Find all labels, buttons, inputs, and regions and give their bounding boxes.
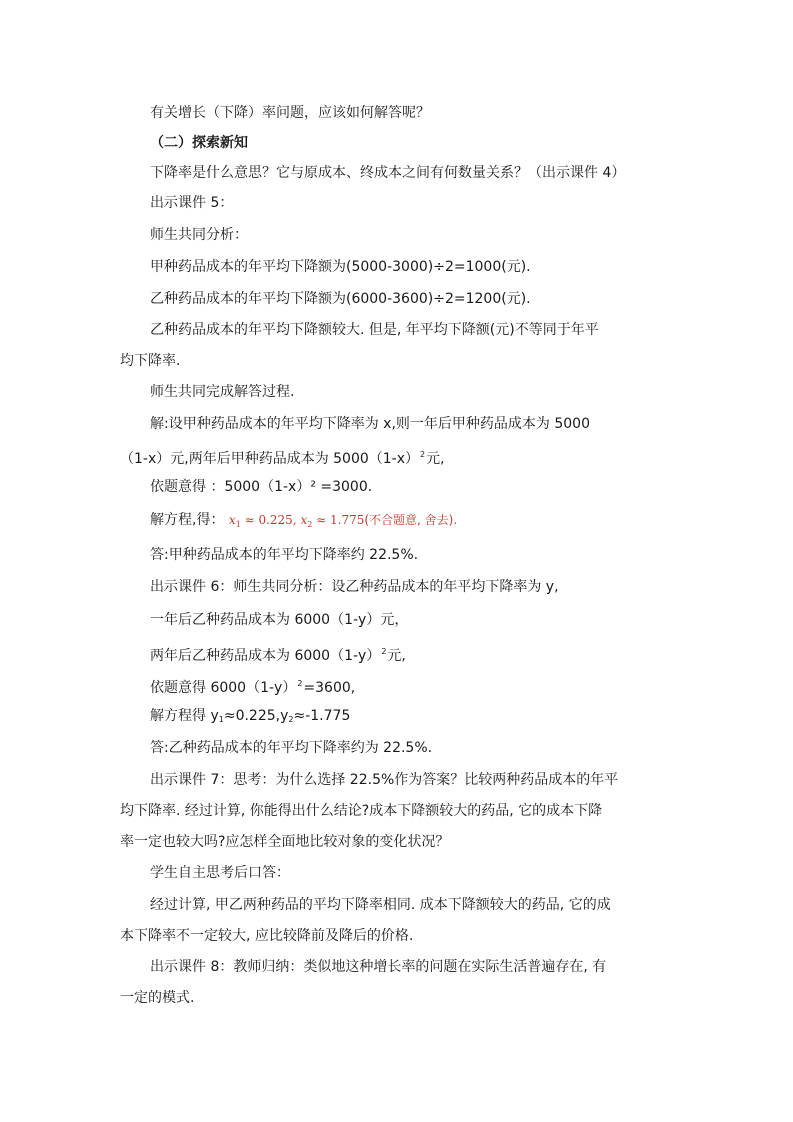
paragraph-line: 经过计算, 甲乙两种药品的平均下降率相同. 成本下降额较大的药品, 它的成 [150, 897, 611, 913]
text-segment: ≈-1.775 [293, 708, 351, 724]
paragraph-line [150, 642, 406, 666]
formula-variable: x [300, 513, 308, 527]
paragraph-line: 出示课件 5： [150, 195, 234, 211]
subscript: 1 [235, 520, 241, 529]
formula-note: (不合题意, 舍去). [364, 513, 458, 527]
subscript: 2 [307, 520, 313, 529]
section-heading: （二）探索新知 [150, 135, 248, 151]
paragraph-line: 依题意得 ：5000（1-x）² =3000. [150, 479, 373, 495]
paragraph-line: 学生自主思考后口答： [150, 865, 290, 881]
paragraph-line: 下降率是什么意思？它与原成本、终成本之间有何数量关系？（出示课件 4） [150, 165, 626, 181]
text-segment: 解方程,得： [150, 512, 225, 528]
paragraph-line: 乙种药品成本的年平均下降额为(6000-3600)÷2=1200(元). [150, 291, 531, 307]
text-segment: 元, [387, 648, 406, 664]
subscript: 2 [288, 715, 294, 724]
text-segment: 依题意得 6000（1-y） [150, 680, 297, 696]
text-segment: （1-x）元,两年后甲种药品成本为 5000（1-x） [120, 451, 420, 467]
paragraph-line: 率一定也较大吗?应怎样全面地比较对象的变化状况？ [120, 834, 450, 850]
formula-variable: x [228, 513, 236, 527]
paragraph-line: 均下降率. [120, 353, 181, 369]
paragraph-line: 答:乙种药品成本的年平均下降率约为 22.5%. [150, 740, 433, 756]
paragraph-line: 一定的模式. [120, 990, 195, 1006]
paragraph-line: 出示课件 8：教师归纳：类似地这种增长率的问题在实际生活普遍存在, 有 [150, 959, 607, 975]
paragraph-line: 出示课件 7：思考：为什么选择 22.5%作为答案？比较两种药品成本的年平 [150, 772, 619, 788]
paragraph-line: 一年后乙种药品成本为 6000（1-y）元， [150, 612, 409, 628]
paragraph-line: 乙种药品成本的年平均下降额较大. 但是, 年平均下降额(元)不等同于年平 [150, 322, 599, 338]
text-segment: 解方程得 y [150, 708, 219, 724]
solution-formula [229, 513, 457, 527]
text-segment: 元, [426, 451, 445, 467]
paragraph-line: 解:设甲种药品成本的年平均下降率为 x,则一年后甲种药品成本为 5000 [150, 416, 590, 432]
paragraph-line: 有关增长（下降）率问题，应该如何解答呢？ [150, 105, 430, 121]
superscript: 2 [420, 450, 426, 459]
text-segment: 两年后乙种药品成本为 6000（1-y） [150, 648, 381, 664]
paragraph-line: 师生共同分析： [150, 227, 248, 243]
superscript: 2 [381, 647, 387, 656]
subscript: 1 [218, 715, 224, 724]
paragraph-line: 甲种药品成本的年平均下降额为(5000-3000)÷2=1000(元). [150, 259, 531, 275]
paragraph-line: 本下降率不一定较大, 应比较降前及降后的价格. [120, 928, 414, 944]
superscript: 2 [297, 679, 303, 688]
paragraph-line: 均下降率. 经过计算, 你能得出什么结论?成本下降额较大的药品, 它的成本下降 [120, 803, 603, 819]
paragraph-line [150, 510, 457, 535]
paragraph-line [120, 445, 445, 469]
paragraph-line: 师生共同完成解答过程. [150, 384, 295, 400]
formula-text: ≈ 0.225, [240, 513, 301, 527]
paragraph-line: 出示课件 6：师生共同分析：设乙种药品成本的年平均下降率为 y, [150, 579, 559, 595]
text-segment: =3600, [303, 680, 356, 696]
formula-text: ≈ 1.775 [312, 513, 365, 527]
paragraph-line [150, 674, 355, 698]
paragraph-line: 答:甲种药品成本的年平均下降率约 22.5%. [150, 547, 419, 563]
text-segment: ≈0.225,y [223, 708, 289, 724]
paragraph-line [150, 706, 350, 730]
